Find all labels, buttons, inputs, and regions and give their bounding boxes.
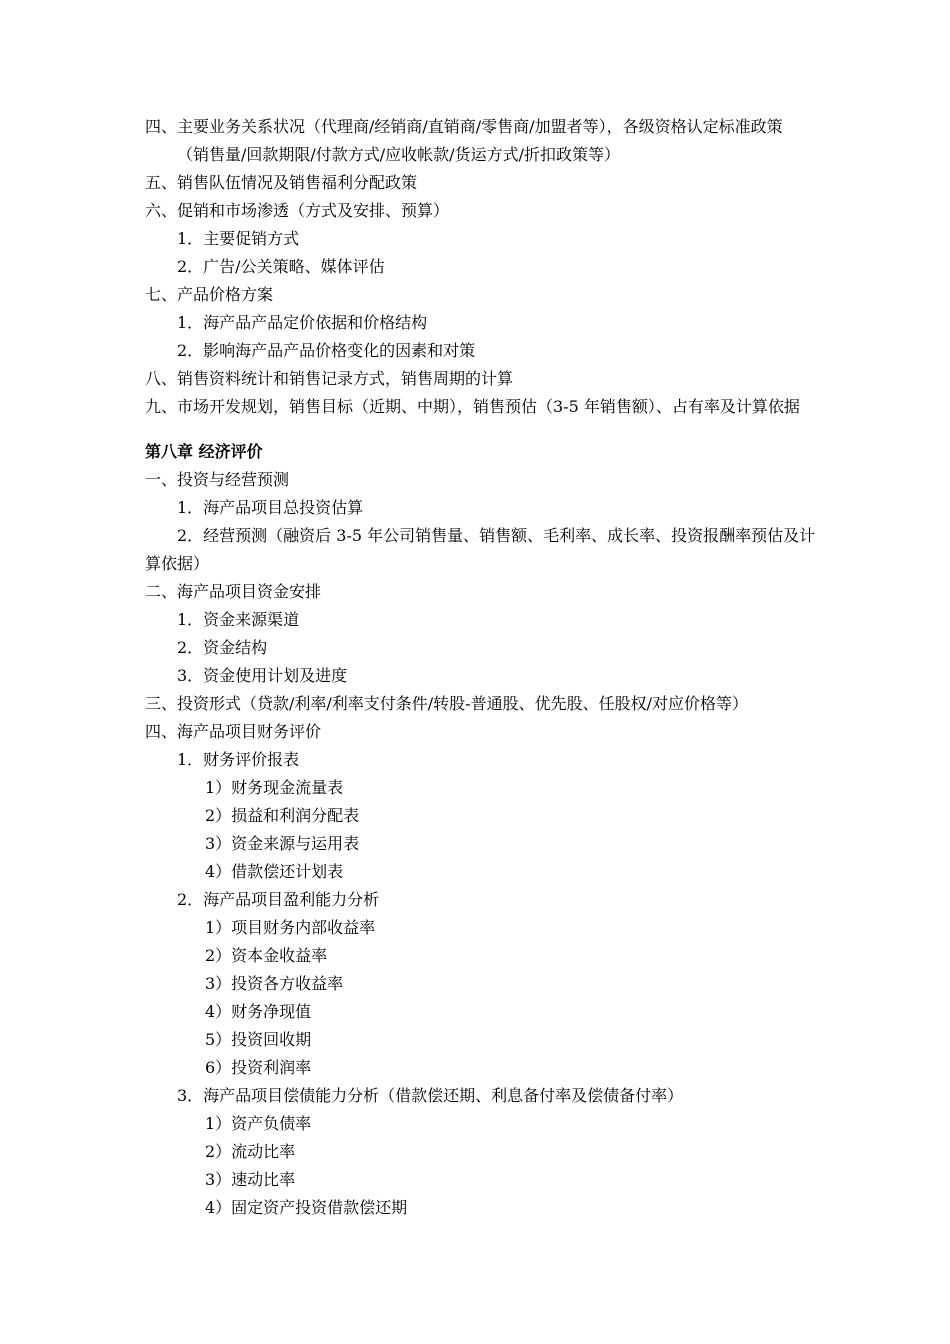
outline-line: （销售量/回款期限/付款方式/应收帐款/货运方式/折扣政策等） <box>177 145 620 164</box>
outline-line: 4）借款偿还计划表 <box>205 862 344 881</box>
outline-line: 一、投资与经营预测 <box>145 470 290 489</box>
outline-line: 1．主要促销方式 <box>177 229 300 248</box>
outline-line: 三、投资形式（贷款/利率/利率支付条件/转股-普通股、优先股、任股权/对应价格等） <box>145 694 748 713</box>
outline-line: 2）损益和利润分配表 <box>205 806 360 825</box>
outline-line: 1．资金来源渠道 <box>177 610 300 629</box>
outline-line: 1．海产品项目总投资估算 <box>177 498 364 517</box>
outline-line: 1．财务评价报表 <box>177 750 300 769</box>
outline-line: 1）财务现金流量表 <box>205 778 344 797</box>
outline-line: 3．资金使用计划及进度 <box>177 666 348 685</box>
outline-line: 2．海产品项目盈利能力分析 <box>177 890 380 909</box>
outline-line: 3）资金来源与运用表 <box>205 834 360 853</box>
outline-line: 2．影响海产品产品价格变化的因素和对策 <box>177 341 476 360</box>
outline-line: 2．经营预测（融资后 3-5 年公司销售量、销售额、毛利率、成长率、投资报酬率预估及计 <box>177 526 816 545</box>
outline-line: 七、产品价格方案 <box>145 285 274 304</box>
outline-line: 6）投资利润率 <box>205 1058 312 1077</box>
outline-line: 2．资金结构 <box>177 638 268 657</box>
chapter-heading: 第八章 经济评价 <box>145 442 263 461</box>
outline-line: 4）固定资产投资借款偿还期 <box>205 1198 408 1217</box>
outline-line: 算依据） <box>145 554 210 573</box>
outline-line: 九、市场开发规划，销售目标（近期、中期），销售预估（3-5 年销售额）、占有率及计算依据 <box>145 397 800 416</box>
document-content <box>145 113 860 1222</box>
outline-line: 2．广告/公关策略、媒体评估 <box>177 257 385 276</box>
outline-line: 3）投资各方收益率 <box>205 974 344 993</box>
outline-line: 八、销售资料统计和销售记录方式，销售周期的计算 <box>145 369 514 388</box>
outline-line: 2）流动比率 <box>205 1142 296 1161</box>
outline-line: 二、海产品项目资金安排 <box>145 582 322 601</box>
outline-line: 2）资本金收益率 <box>205 946 328 965</box>
outline-line: 1．海产品产品定价依据和价格结构 <box>177 313 428 332</box>
outline-line: 四、海产品项目财务评价 <box>145 722 322 741</box>
outline-line: 5）投资回收期 <box>205 1030 312 1049</box>
outline-line: 五、销售队伍情况及销售福利分配政策 <box>145 173 418 192</box>
outline-line: 1）项目财务内部收益率 <box>205 918 376 937</box>
outline-line: 1）资产负债率 <box>205 1114 312 1133</box>
outline-line: 四、主要业务关系状况（代理商/经销商/直销商/零售商/加盟者等），各级资格认定标准政策 <box>145 117 783 136</box>
outline-line: 六、促销和市场渗透（方式及安排、预算） <box>145 201 450 220</box>
outline-line: 3）速动比率 <box>205 1170 296 1189</box>
outline-line: 4）财务净现值 <box>205 1002 312 1021</box>
outline-line: 3．海产品项目偿债能力分析（借款偿还期、利息备付率及偿债备付率） <box>177 1086 684 1105</box>
